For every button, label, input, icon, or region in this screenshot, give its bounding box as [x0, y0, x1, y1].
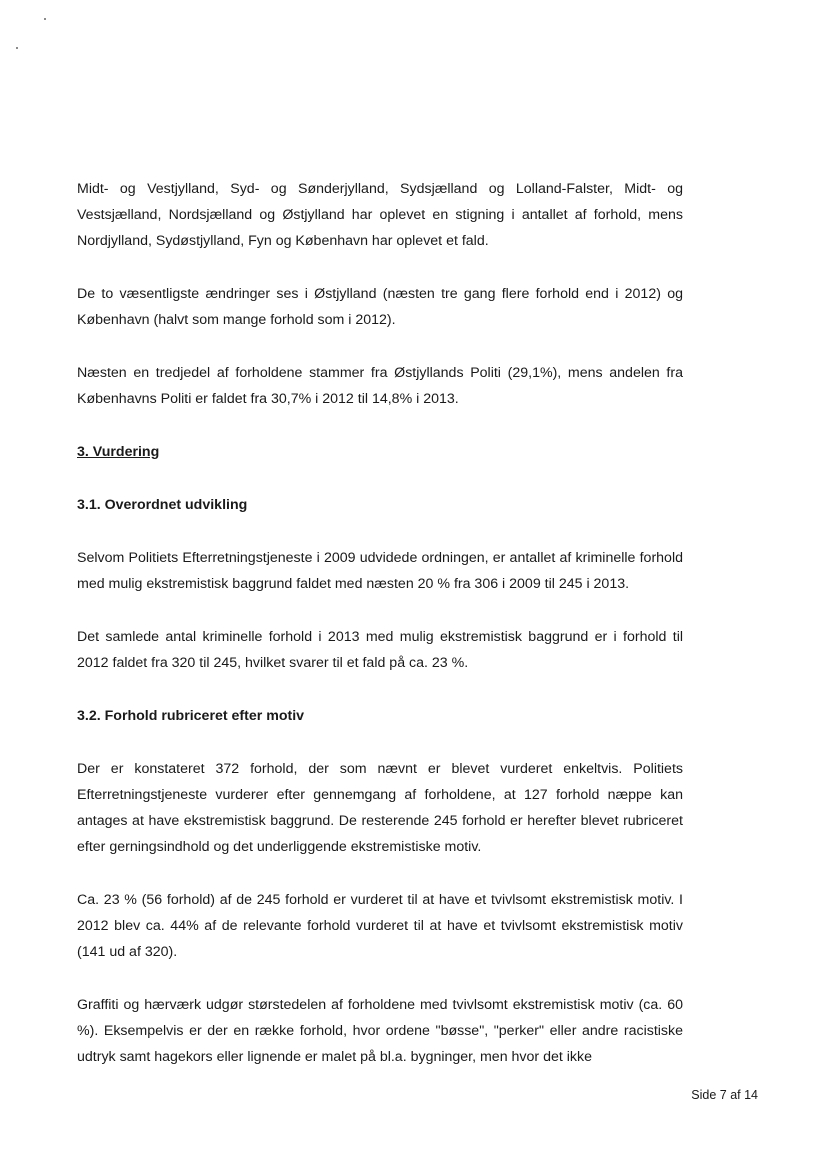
paragraph-overall-decline: Selvom Politiets Efterretningstjeneste i 2009 udvidede ordningen, er antallet af kriminelle forhold med mulig ekstremistisk baggrund faldet med næsten 20 % fra 306 i 2009 til 245 i 2013.	[77, 550, 683, 592]
subsection-heading-motiv: 3.2. Forhold rubriceret efter motiv	[77, 708, 305, 724]
body-text	[77, 176, 683, 1097]
paragraph-total-decline: Det samlede antal kriminelle forhold i 2013 med mulig ekstremistisk baggrund er i forhold til 2012 faldet fra 320 til 245, hvilket svarer til et fald på ca. 23 %.	[77, 629, 683, 671]
section-heading-vurdering: 3. Vurdering	[77, 444, 160, 460]
paragraph-main-changes: De to væsentligste ændringer ses i Østjylland (næsten tre gang flere forhold end i 2012) og København (halvt som mange forhold som i 2012).	[77, 286, 683, 328]
paragraph-assessed-cases: Der er konstateret 372 forhold, der som nævnt er blevet vurderet enkeltvis. Politiets Efterretningstjeneste vurderer efter gennemgang af forholdene, at 127 forhold næppe kan antages at have ekstremistisk baggrund. De resterende 245 forhold er herefter blevet rubriceret efter gerningsindhold og det underliggende ekstremistiske motiv.	[77, 761, 683, 855]
page-number: Side 7 af 14	[691, 1088, 758, 1102]
paragraph-doubtful-motive: Ca. 23 % (56 forhold) af de 245 forhold er vurderet til at have et tvivlsomt ekstremistisk motiv. I 2012 blev ca. 44% af de relevante forhold vurderet til at have et tvivlsomt ekstremistisk motiv (141 ud af 320).	[77, 892, 683, 960]
paragraph-graffiti: Graffiti og hærværk udgør størstedelen af forholdene med tvivlsomt ekstremistisk motiv (ca. 60 %). Eksempelvis er der en række forhold, hvor ordene "bøsse", "perker" eller andre racistiske udtryk samt hagekors eller lignende er malet på bl.a. bygninger, men hvor det ikke	[77, 997, 683, 1065]
paragraph-police-share: Næsten en tredjedel af forholdene stammer fra Østjyllands Politi (29,1%), mens andelen fra Københavns Politi er faldet fra 30,7% i 2012 til 14,8% i 2013.	[77, 365, 683, 407]
subsection-heading-overordnet: 3.1. Overordnet udvikling	[77, 497, 248, 513]
scan-speck	[44, 18, 46, 20]
paragraph-regional-changes: Midt- og Vestjylland, Syd- og Sønderjylland, Sydsjælland og Lolland-Falster, Midt- og Vestsjælland, Nordsjælland og Østjylland har oplevet en stigning i antallet af forhold, mens Nordjylland, Sydøstjylland, Fyn og København har oplevet et fald.	[77, 181, 683, 249]
scan-speck	[16, 47, 18, 49]
